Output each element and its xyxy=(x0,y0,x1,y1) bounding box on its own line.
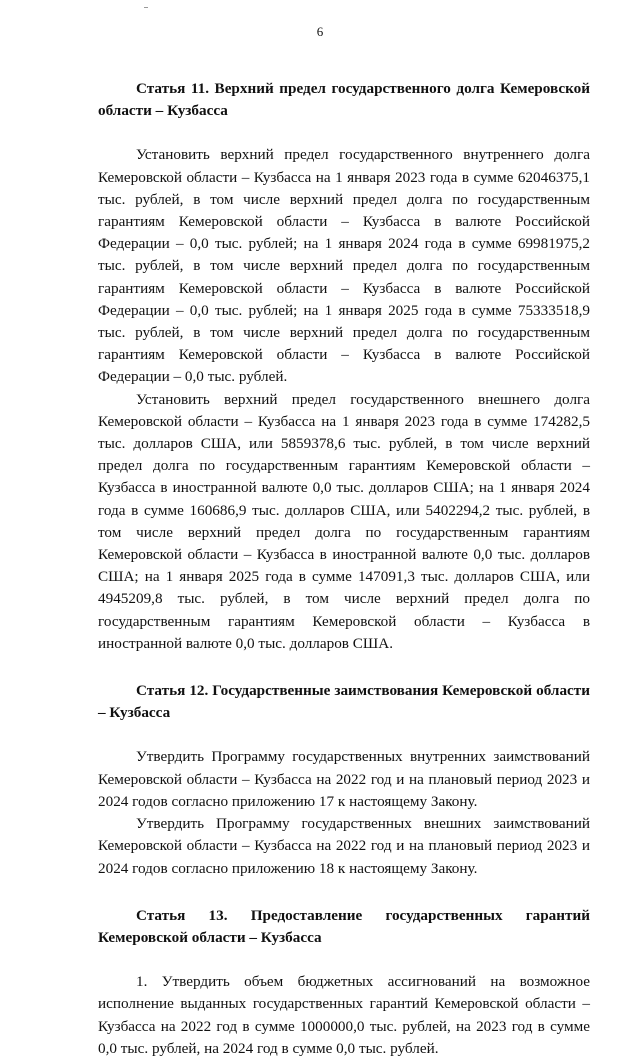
article-heading: Статья 12. Государственные заимствования Кемеровской области – Кузбасса xyxy=(98,682,590,722)
article-paragraph: Установить верхний предел государственного внешнего долга Кемеровской области – Кузбасса на 1 января 2023 года в сумме 174282,5 тыс. долларов США, или 5859378,6 тыс. рублей, в том числе верхний предел долга по государственным гарантиям Кемеровской области – Кузбасса в иностранной валюте 0,0 тыс. долларов США; на 1 января 2024 года в сумме 160686,9 тыс. долларов США, или 5402294,2 тыс. рублей, в том числе верхний предел долга по государственным гарантиям Кемеровской области – Кузбасса в иностранной валюте 0,0 тыс. долларов США; на 1 января 2025 года в сумме 147091,3 тыс. долларов США, или 4945209,8 тыс. рублей, в том числе верхний предел долга по государственным гарантиям Кемеровской области – Кузбасса в иностранной валюте 0,0 тыс. долларов США. xyxy=(98,390,590,652)
page-number: 6 xyxy=(316,24,324,39)
article-paragraph: Установить верхний предел государственного внутреннего долга Кемеровской области – Кузбасса на 1 января 2023 года в сумме 62046375,1 тыс. рублей, в том числе верхний предел долга по государственным гарантиям Кемеровской области – Кузбасса в валюте Российской Федерации – 0,0 тыс. рублей; на 1 января 2024 года в сумме 69981975,2 тыс. рублей, в том числе верхний предел долга по государственным гарантиям Кемеровской области – Кузбасса в валюте Российской Федерации – 0,0 тыс. рублей; на 1 января 2025 года в сумме 75333518,9 тыс. рублей, в том числе верхний предел долга по государственным гарантиям Кемеровской области – Кузбасса в валюте Российской Федерации – 0,0 тыс. рублей. xyxy=(98,146,590,386)
document-body xyxy=(98,78,590,1060)
article-paragraph: Утвердить Программу государственных внутренних заимствований Кемеровской области – Кузбасса на 2022 год и на плановый период 2023 и 2024 годов согласно приложению 17 к настоящему Закону. xyxy=(98,748,590,810)
article-paragraph: 1. Утвердить объем бюджетных ассигнований на возможное исполнение выданных государственных гарантий Кемеровской области – Кузбасса на 2022 год в сумме 1000000,0 тыс. рублей, на 2023 год в сумме 0,0 тыс. рублей, на 2024 год в сумме 0,0 тыс. рублей. xyxy=(98,973,590,1057)
article-paragraph: Утвердить Программу государственных внешних заимствований Кемеровской области – Кузбасса на 2022 год и на плановый период 2023 и 2024 годов согласно приложению 18 к настоящему Закону. xyxy=(98,815,590,877)
article-heading: Статья 11. Верхний предел государственного долга Кемеровской области – Кузбасса xyxy=(98,80,590,120)
article-11 xyxy=(98,78,590,655)
article-heading: Статья 13. Предоставление государственных гарантий Кемеровской области – Кузбасса xyxy=(98,906,590,946)
article-12 xyxy=(98,680,590,880)
scan-artifact xyxy=(144,7,148,8)
article-13 xyxy=(98,905,590,1060)
